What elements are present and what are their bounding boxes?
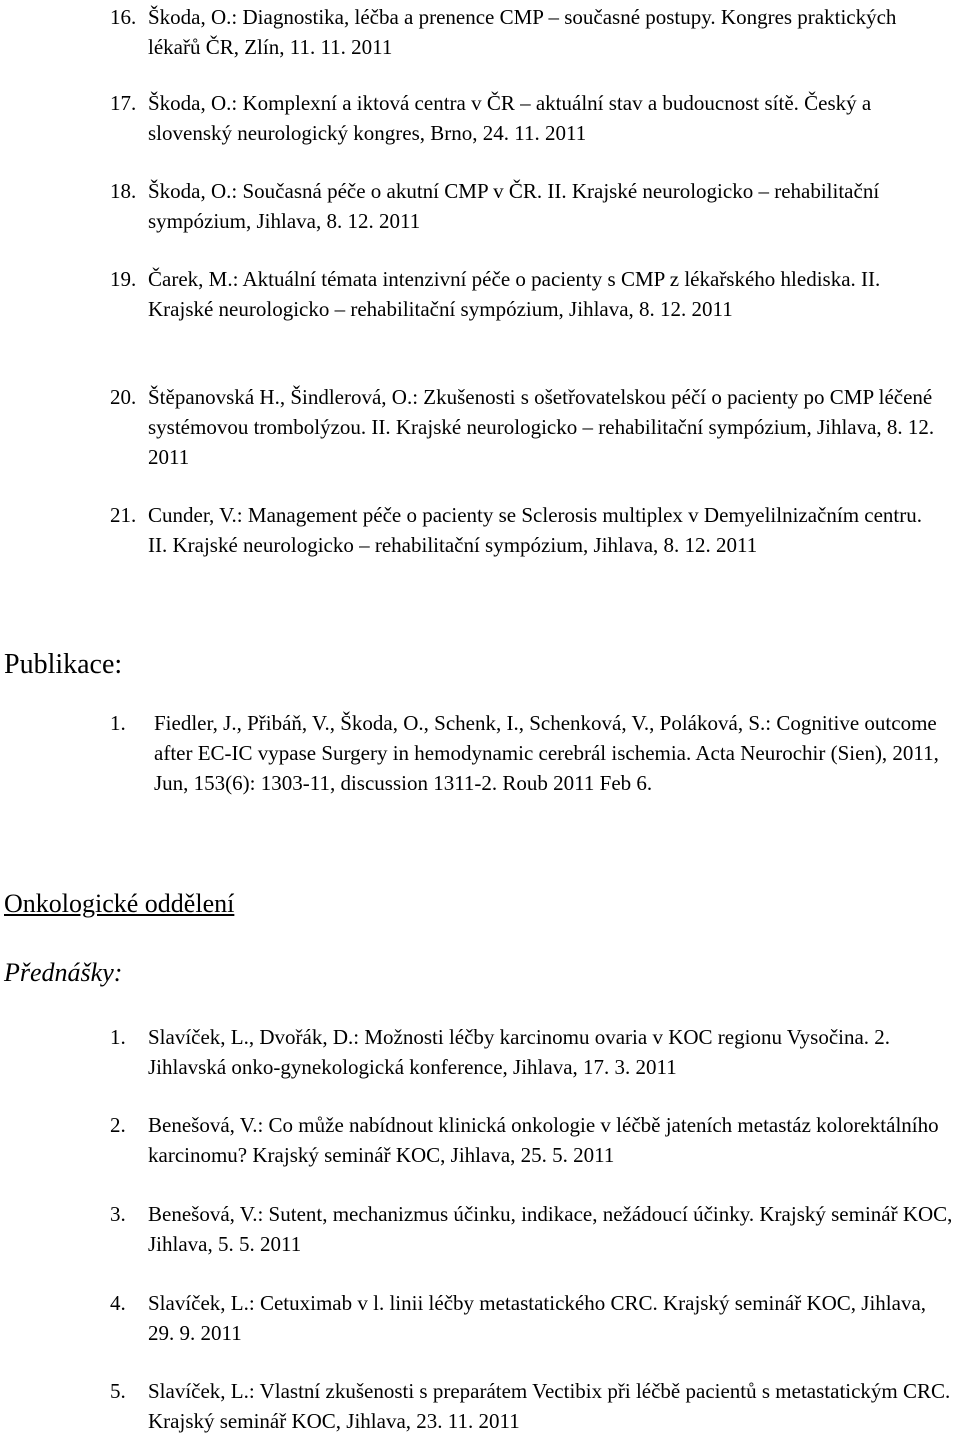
item-text: Čarek, M.: Aktuální témata intenzivní péče o pacienty s CMP z lékařského hlediska. II. Krajské neurologicko – rehabilitační sympózium, Jihlava, 8. 12. 2011 — [148, 267, 881, 321]
item-text: Benešová, V.: Co může nabídnout klinická onkologie v léčbě jateních metastáz kolorektálního karcinomu? Krajský seminář KOC, Jihlava, 25. 5. 2011 — [148, 1113, 939, 1167]
item-text: Škoda, O.: Komplexní a iktová centra v ČR – aktuální stav a budoucnost sítě. Český a slovenský neurologický kongres, Brno, 24. 11. 2011 — [148, 91, 872, 145]
item-text: Štěpanovská H., Šindlerová, O.: Zkušenosti s ošetřovatelskou péčí o pacienty po CMP léčené systémovou trombolýzou. II. Krajské neurologicko – rehabilitační sympózium, Jihlava, 8. 12. 2011 — [148, 385, 935, 469]
item-number: 18. — [110, 179, 137, 203]
lecture-item — [110, 1288, 955, 1348]
lecture-item — [110, 1110, 955, 1170]
lecture-item — [110, 1376, 955, 1436]
item-number: 5. — [110, 1379, 126, 1403]
item-text: Slavíček, L.: Vlastní zkušenosti s preparátem Vectibix při léčbě pacientů s metastatickým CRC. Krajský seminář KOC, Jihlava, 23. 11. 2011 — [148, 1379, 951, 1433]
list-item — [110, 176, 945, 236]
item-number: 1. — [110, 1025, 126, 1049]
lectures-heading: Přednášky: — [4, 958, 123, 987]
list-item — [110, 264, 945, 324]
item-text: Slavíček, L., Dvořák, D.: Možnosti léčby karcinomu ovaria v KOC regionu Vysočina. 2. Jihlavská onko-gynekologická konference, Jihlava, 17. 3. 2011 — [148, 1025, 891, 1079]
item-number: 17. — [110, 91, 137, 115]
item-text: Slavíček, L.: Cetuximab v l. linii léčby metastatického CRC. Krajský seminář KOC, Jihlava, 29. 9. 2011 — [148, 1291, 927, 1345]
item-number: 16. — [110, 5, 137, 29]
publication-item — [110, 708, 955, 798]
lecture-item — [110, 1199, 955, 1259]
item-number: 4. — [110, 1291, 126, 1315]
item-text: Škoda, O.: Současná péče o akutní CMP v ČR. II. Krajské neurologicko – rehabilitační sympózium, Jihlava, 8. 12. 2011 — [148, 179, 880, 233]
department-heading: Onkologické oddělení — [4, 889, 235, 918]
item-text: Fiedler, J., Přibáň, V., Škoda, O., Schenk, I., Schenková, V., Poláková, S.: Cognitive outcome after EC-IC vypase Surgery in hemodynamic cerebrál ischemia. Acta Neurochir (Sien), 2011, Jun, 153(6): 1303-11, discussion 1311-2. Roub 2011 Feb 6. — [154, 711, 939, 795]
list-item — [110, 500, 945, 560]
list-item — [110, 88, 945, 148]
list-item — [110, 2, 945, 62]
item-number: 20. — [110, 385, 137, 409]
item-number: 2. — [110, 1113, 126, 1137]
item-text: Benešová, V.: Sutent, mechanizmus účinku, indikace, nežádoucí účinky. Krajský seminář KOC, Jihlava, 5. 5. 2011 — [148, 1202, 953, 1256]
item-number: 1. — [110, 711, 126, 735]
lecture-item — [110, 1022, 955, 1082]
item-number: 3. — [110, 1202, 126, 1226]
item-number: 21. — [110, 503, 137, 527]
item-number: 19. — [110, 267, 137, 291]
item-text: Cunder, V.: Management péče o pacienty se Sclerosis multiplex v Demyelilnizačním centru. II. Krajské neurologicko – rehabilitační sympózium, Jihlava, 8. 12. 2011 — [148, 503, 923, 557]
publications-heading: Publikace: — [4, 649, 123, 680]
item-text: Škoda, O.: Diagnostika, léčba a prenence CMP – současné postupy. Kongres praktických lékařů ČR, Zlín, 11. 11. 2011 — [148, 5, 897, 59]
list-item — [110, 382, 945, 472]
